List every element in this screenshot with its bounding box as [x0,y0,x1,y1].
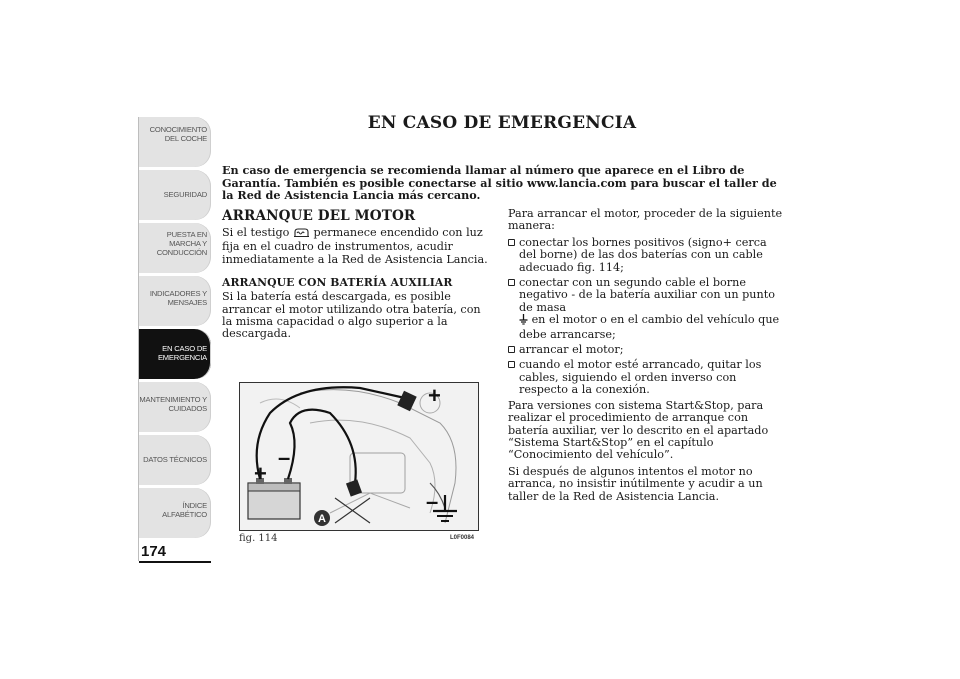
final-advice-paragraph: Si después de algunos intentos el motor no arranca, no insistir inútilmente y acudir a un taller de la Red de Asistencia Lancia. [508,464,763,503]
aux-battery-plus-sign: + [254,461,267,486]
list-item-text: en el motor o en el cambio del vehículo que debe arrancarse; [519,313,780,341]
sidebar-tab-mantenimiento[interactable]: MANTENIMIENTO Y CUIDADOS [139,382,211,432]
list-item-text: conectar los bornes positivos (signo+ cerca del borne) de las dos baterías con un cable adecuado fig. 114; [519,235,767,274]
figure-caption: fig. 114 [239,533,278,544]
page-title: EN CASO DE EMERGENCIA [367,113,637,133]
checkbox-bullet-icon [508,239,515,246]
sidebar-tab-seguridad[interactable]: SEGURIDAD [139,170,211,220]
list-item [508,344,784,356]
emergency-intro: En caso de emergencia se recomienda llamar al número que aparece en el Libro de Garantía. También es posible conectarse al sitio www.lancia.com para buscar el taller de la Red de Asistencia Lancia más cercano. [222,163,777,202]
sidebar-tab-indice[interactable]: ÍNDICE ALFABÉTICO [139,488,211,538]
checkbox-bullet-icon [508,361,515,368]
ground-symbol-icon [519,314,528,328]
page-number-rule [139,561,211,563]
aux-battery-paragraph: Si la batería está descargada, es posible arrancar el motor utilizando otra batería, con la misma capacidad o algo superior a la descargada. [222,290,481,341]
list-item [508,237,784,274]
callout-a-label: A [318,513,326,525]
vehicle-plus-sign: + [428,383,441,408]
paragraph-text: permanece encendido con luz fija en el cuadro de instrumentos, acudir inmediatamente a la Red de Asistencia Lancia. [222,226,488,266]
sidebar-tab-indicadores[interactable]: INDICADORES Y MENSAJES [139,276,211,326]
jump-start-illustration [239,382,479,531]
checkbox-bullet-icon [508,346,515,353]
list-item-text: arrancar el motor; [519,343,624,357]
sidebar-tab-conocimiento[interactable]: CONOCIMIENTO DEL COCHE [139,117,211,167]
sidebar-tab-puesta-en-marcha[interactable]: PUESTA EN MARCHA Y CONDUCCIÓN [139,223,211,273]
figure-code: L0F0084 [450,535,475,541]
aux-battery-minus-sign: – [278,445,291,470]
sidebar-tab-datos-tecnicos[interactable]: DATOS TÉCNICOS [139,435,211,485]
subsection-heading: ARRANQUE CON BATERÍA AUXILIAR [222,276,453,290]
right-column [508,208,784,507]
paragraph-text: Si el testigo [222,226,290,239]
list-item [508,277,784,341]
glow-plug-warning-icon [293,227,310,241]
procedure-list [508,237,784,397]
procedure-intro: Para arrancar el motor, proceder de la siguiente manera: [508,207,783,233]
start-stop-paragraph: Para versiones con sistema Start&Stop, para realizar el procedimiento de arranque con batería auxiliar, ver lo descrito en el apartado “Sistema Start&Stop” en el capítulo “Conocimiento del vehículo”. [508,398,769,462]
list-item-text: cuando el motor esté arrancado, quitar los cables, siguiendo el orden inverso con respecto a la conexión. [519,358,762,397]
engine-bay-drawing [240,383,478,530]
vehicle-minus-sign: – [426,489,439,514]
checkbox-bullet-icon [508,279,515,286]
page-number: 174 [141,543,167,560]
section-heading: ARRANQUE DEL MOTOR [222,208,416,224]
list-item [508,359,784,396]
list-item-text: conectar con un segundo cable el borne negativo - de la batería auxiliar con un punto de masa [519,276,775,314]
sidebar-tab-emergencia[interactable]: EN CASO DE EMERGENCIA [139,329,211,379]
warning-light-paragraph [222,227,488,266]
left-column [222,208,488,345]
